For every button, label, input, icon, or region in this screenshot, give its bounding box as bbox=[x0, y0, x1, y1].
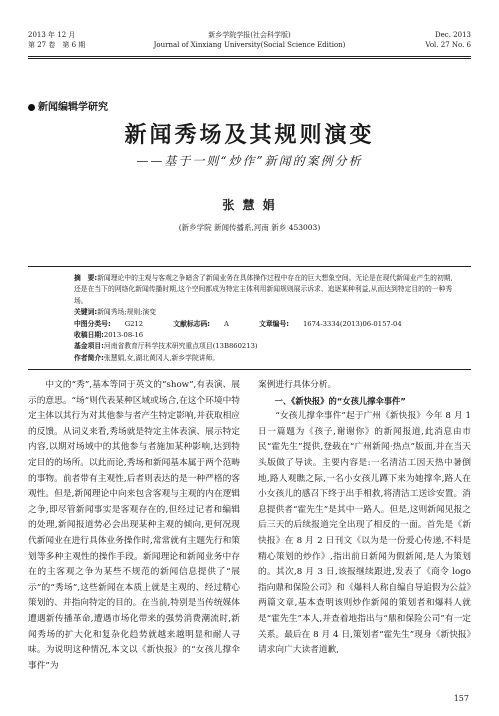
received-date bbox=[74, 330, 453, 341]
classification-row bbox=[74, 319, 453, 330]
author-bio bbox=[74, 353, 453, 364]
header-rule-thin bbox=[28, 58, 471, 59]
body-paragraph: 中文的“秀”,基本等同于英文的“show”,有表演、展示的意思。“场”则代表某种区域或场合,在这个环境中特定主体以其行为对其他参与者产生特定影响,并获取相应的反馈。从词义来看,秀场就是特定主体表演、展示特定内容,以期对场域中的其他参与者施加某种影响,达到特定目的的场所。以此而论,秀场和新闻基本属于两个范畴的事物。前者带有主观性,后者则表达的是一种严格的客观性。但是,新闻理论中向来包含客观与主观的内在逻辑之争,即尽管新闻事实是客观存在的,但经过记者和编辑的处理,新闻报道势必会出现某种主观的倾向,更何况现代新闻业在进行具体业务操作时,常常就有主题先行和策划等多种主观性的操作手段。新闻理论和新闻业务中存在的主客观之争为某些不规范的新闻信息提供了“展示”的“秀场”,这些新闻在本质上就是主观的、经过精心策划的、并指向特定的目的。在当前,特别是当传统媒体遭遇新传播革命,遭遇市场化带来的强势消费潮流时,新闻秀场的扩大化和复杂化趋势就越来越明显和耐人寻味。为说明这种情况,本文以《新快报》的“女孩儿撑伞事件”为 bbox=[28, 380, 240, 671]
journal-name-cn: 新乡学院学报(社会科学版) bbox=[208, 31, 291, 39]
article-no-label: 文章编号: bbox=[259, 319, 289, 328]
article-no-value: 1674-3334(2013)06-0157-04 bbox=[302, 319, 402, 328]
bio-label: 作者简介: bbox=[74, 353, 104, 362]
abstract-label: 摘 要: bbox=[74, 274, 98, 282]
header-right bbox=[425, 30, 471, 50]
keywords-label: 关键词: bbox=[74, 308, 98, 317]
header-center bbox=[28, 30, 471, 50]
keywords bbox=[74, 307, 453, 318]
fund-info bbox=[74, 341, 453, 352]
bullet-dot-icon bbox=[28, 104, 35, 111]
header-volume: 第 27 卷 第 6 期 bbox=[28, 41, 86, 49]
body-column-left bbox=[28, 378, 240, 674]
section-label bbox=[28, 98, 108, 113]
abstract-text: 新闻理论中的主观与客观之争暗含了新闻业务在具体操作过程中存在的巨大想象空间。无论是在现代新闻业产生的初期,还是在当下的网络化新闻传播时期,这个空间都成为特定主体利用新闻规则展示诉求、追逐某种利益,从而达到特定目的的一种秀场。 bbox=[74, 274, 453, 305]
article-subtitle: ——基于一则“炒作”新闻的案例分析 bbox=[136, 154, 363, 168]
author-name: 张 慧 娟 bbox=[222, 198, 277, 212]
body-paragraph-continued: 案例进行具体分析。 bbox=[258, 380, 337, 390]
section-label-text: 新闻编辑学研究 bbox=[38, 102, 108, 113]
author-affiliation: (新乡学院 新闻传播系,河南 新乡 453003) bbox=[178, 223, 321, 232]
body-column-right bbox=[258, 378, 471, 659]
received-value: 2013-08-16 bbox=[103, 331, 144, 340]
bio-value: 张慧娟,女,湖北黄冈人,新乡学院讲师。 bbox=[103, 353, 220, 362]
header-volume-en: Vol. 27 No. 6 bbox=[425, 41, 471, 49]
header-date: 2013 年 12 月 bbox=[28, 31, 76, 39]
header-date-en: Dec. 2013 bbox=[435, 31, 471, 39]
abstract-box bbox=[28, 266, 471, 370]
doc-code-label: 文献标志码: bbox=[173, 319, 210, 328]
keywords-text: 新闻秀场;规则;演变 bbox=[97, 308, 157, 317]
doc-code-value: A bbox=[223, 319, 229, 328]
article-title: 新闻秀场及其规则演变 bbox=[124, 123, 375, 148]
body-paragraph: “女孩儿撑伞事件”起于广州《新快报》今年 8 月 1 日一篇题为《孩子,谢谢你》的新闻报道,此消息由市民“霍先生”提供,登载在“广州新闻·热点”版面,并在当天头版做了导读。主要内容是:一名清洁工因天热中暑倒地,路人观瞧之际,一名小女孩儿蹲下来为她撑伞,路人在小女孩儿的感召下终于出手相救,将清洁工送诊安置。消息提供者“霍先生”是其中一路人。但是,这则新闻见报之后三天的后续报道完全出现了相反的一面。首先是《新快报》在 8 月 2 日刊文《以为是一份爱心传递,不料是精心策划的炒作》,指出前日新闻为假新闻,是人为策划的。其次,8 月 3 日,该报继续跟进,发表了《商令 logo 指向鼎和保险公司》和《爆料人称自编自导追假为公益》两篇文章,基本查明该则炒作新闻的策划者和爆料人就是“霍先生”本人,并查着地指出与“鼎和保险公司”有一定关系。最后在 8 月 4 日,策划者“霍先生”现身《新快报》请求向广大读者道歉, bbox=[258, 411, 471, 656]
section-heading: 一、《新快报》的“女孩儿撑伞事件” bbox=[274, 395, 406, 406]
fund-value: 河南省教育厅科学技术研究重点项目(13B860213) bbox=[103, 342, 258, 351]
fund-label: 基金项目: bbox=[74, 342, 104, 351]
journal-name-en: Journal of Xinxiang University(Social Science Edition) bbox=[153, 41, 346, 49]
header-rule bbox=[28, 56, 471, 57]
received-label: 收稿日期: bbox=[74, 331, 104, 340]
abstract bbox=[74, 273, 453, 307]
clc-value: G212 bbox=[124, 319, 144, 328]
clc-label: 中图分类号: bbox=[74, 319, 111, 328]
page-number: 157 bbox=[453, 694, 469, 703]
